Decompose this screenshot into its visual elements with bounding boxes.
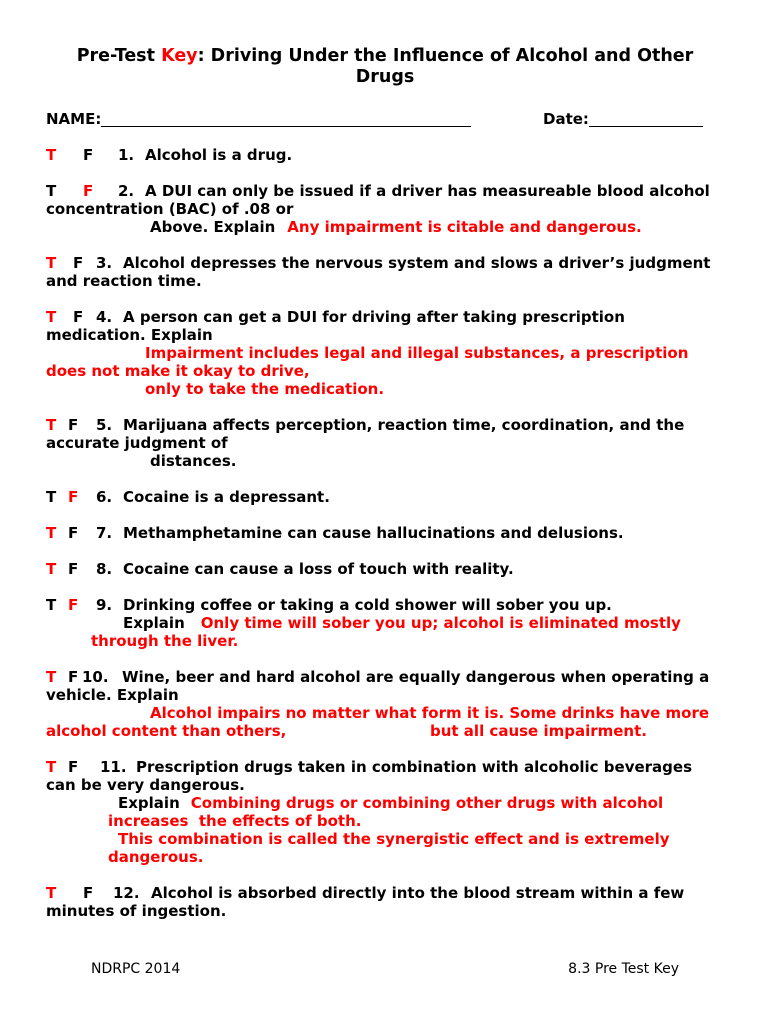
- question-text: distances.: [150, 452, 237, 470]
- question-line: [46, 308, 746, 326]
- explain-line: [46, 794, 746, 812]
- title-key-word: Key: [161, 46, 198, 66]
- answer-explanation: This combination is called the synergistic effect and is extremely: [118, 830, 670, 848]
- question-3: [46, 254, 746, 290]
- question-number: 10.: [82, 668, 109, 686]
- question-number: 11.: [100, 758, 127, 776]
- true-choice: T: [46, 596, 57, 614]
- true-choice: T: [46, 416, 57, 434]
- explain-line: [46, 344, 746, 362]
- true-choice: T: [46, 182, 57, 200]
- true-choice: T: [46, 560, 57, 578]
- question-5: [46, 416, 746, 470]
- question-10: [46, 668, 746, 740]
- question-number: 5.: [96, 416, 113, 434]
- explain-line: [46, 218, 746, 236]
- question-number: 6.: [96, 488, 113, 506]
- question-4: [46, 308, 746, 398]
- date-blank-line: [589, 110, 703, 127]
- false-choice: F: [68, 596, 79, 614]
- false-choice: F: [68, 488, 79, 506]
- answer-explanation: does not make it okay to drive,: [46, 362, 310, 380]
- question-6: [46, 488, 746, 506]
- question-line: [46, 524, 746, 542]
- title-subject: : Driving Under the Influence of Alcohol and Other Drugs: [197, 46, 694, 87]
- question-line: [46, 686, 746, 704]
- false-choice: F: [83, 884, 94, 902]
- question-text: can be very dangerous.: [46, 776, 245, 794]
- footer-organization: NDRPC 2014: [91, 961, 181, 977]
- false-choice: F: [73, 308, 84, 326]
- question-text: medication. Explain: [46, 326, 213, 344]
- explain-line: [46, 812, 746, 830]
- question-line: [46, 884, 746, 902]
- answer-explanation: only to take the medication.: [145, 380, 385, 398]
- title-prefix: Pre-Test: [76, 46, 162, 66]
- question-text: accurate judgment of: [46, 434, 228, 452]
- question-text: Methamphetamine can cause hallucinations and delusions.: [123, 524, 624, 542]
- question-text: vehicle. Explain: [46, 686, 179, 704]
- question-number: 8.: [96, 560, 113, 578]
- question-line: [46, 596, 746, 614]
- false-choice: F: [68, 758, 79, 776]
- false-choice: F: [68, 560, 79, 578]
- question-12: [46, 884, 746, 920]
- question-line: [46, 254, 746, 272]
- question-number: 7.: [96, 524, 113, 542]
- question-text: A person can get a DUI for driving after taking prescription: [123, 308, 625, 326]
- explain-line: [46, 722, 746, 740]
- question-1: [46, 146, 746, 164]
- explain-line: [46, 614, 746, 632]
- answer-explanation: through the liver.: [91, 632, 239, 650]
- question-text: Cocaine is a depressant.: [123, 488, 330, 506]
- question-text: Marijuana affects perception, reaction time, coordination, and the: [123, 416, 685, 434]
- explain-prompt: Explain: [118, 794, 180, 812]
- answer-explanation: increases the effects of both.: [108, 812, 362, 830]
- explain-line: [46, 830, 746, 848]
- name-date-row: [46, 110, 746, 128]
- explain-prompt: Above. Explain: [150, 218, 276, 236]
- question-9: [46, 596, 746, 650]
- explain-line: [46, 380, 746, 398]
- false-choice: F: [68, 416, 79, 434]
- explain-line: [46, 632, 746, 650]
- question-line: [46, 272, 746, 290]
- false-choice: F: [83, 182, 94, 200]
- question-line: [46, 668, 746, 686]
- name-blank-line: [101, 110, 471, 127]
- false-choice: F: [68, 668, 79, 686]
- explain-prompt: Explain: [123, 614, 185, 632]
- answer-explanation-continued: but all cause impairment.: [430, 722, 647, 740]
- question-line: [46, 200, 746, 218]
- question-line: [46, 452, 746, 470]
- question-line: [46, 560, 746, 578]
- footer-page-label: 8.3 Pre Test Key: [568, 961, 679, 977]
- worksheet-body: [46, 110, 746, 938]
- question-number: 3.: [96, 254, 113, 272]
- name-label: NAME:: [46, 110, 102, 128]
- explain-line: [46, 362, 746, 380]
- false-choice: F: [68, 524, 79, 542]
- true-choice: T: [46, 758, 57, 776]
- question-line: [46, 182, 746, 200]
- question-text: concentration (BAC) of .08 or: [46, 200, 294, 218]
- question-text: Alcohol depresses the nervous system and slows a driver’s judgment: [123, 254, 711, 272]
- question-7: [46, 524, 746, 542]
- question-text: Drinking coffee or taking a cold shower will sober you up.: [123, 596, 612, 614]
- question-number: 1.: [118, 146, 135, 164]
- true-choice: T: [46, 146, 57, 164]
- answer-explanation: alcohol content than others,: [46, 722, 287, 740]
- question-line: [46, 146, 746, 164]
- answer-explanation: dangerous.: [108, 848, 204, 866]
- question-line: [46, 434, 746, 452]
- page-footer: [91, 960, 679, 978]
- question-line: [46, 776, 746, 794]
- answer-explanation: Impairment includes legal and illegal substances, a prescription: [145, 344, 689, 362]
- question-text: Prescription drugs taken in combination with alcoholic beverages: [136, 758, 693, 776]
- question-line: [46, 326, 746, 344]
- document-title: [55, 46, 715, 88]
- question-text: Wine, beer and hard alcohol are equally dangerous when operating a: [122, 668, 710, 686]
- question-line: [46, 758, 746, 776]
- question-line: [46, 488, 746, 506]
- question-text: Alcohol is a drug.: [145, 146, 293, 164]
- true-choice: T: [46, 308, 57, 326]
- question-line: [46, 416, 746, 434]
- false-choice: F: [83, 146, 94, 164]
- question-line: [46, 902, 746, 920]
- question-2: [46, 182, 746, 236]
- question-text: Alcohol is absorbed directly into the blood stream within a few: [151, 884, 685, 902]
- question-11: [46, 758, 746, 866]
- question-number: 9.: [96, 596, 113, 614]
- question-text: A DUI can only be issued if a driver has measureable blood alcohol: [145, 182, 710, 200]
- question-number: 2.: [118, 182, 135, 200]
- answer-explanation: Any impairment is citable and dangerous.: [287, 218, 642, 236]
- answer-explanation: Alcohol impairs no matter what form it is. Some drinks have more: [150, 704, 710, 722]
- question-text: minutes of ingestion.: [46, 902, 227, 920]
- true-choice: T: [46, 524, 57, 542]
- question-8: [46, 560, 746, 578]
- true-choice: T: [46, 488, 57, 506]
- answer-explanation: Combining drugs or combining other drugs with alcohol: [190, 794, 664, 812]
- date-label: Date:: [543, 110, 589, 128]
- question-number: 4.: [96, 308, 113, 326]
- true-choice: T: [46, 254, 57, 272]
- true-choice: T: [46, 668, 57, 686]
- question-text: and reaction time.: [46, 272, 202, 290]
- answer-explanation: Only time will sober you up; alcohol is eliminated mostly: [200, 614, 681, 632]
- explain-line: [46, 704, 746, 722]
- question-number: 12.: [113, 884, 140, 902]
- true-choice: T: [46, 884, 57, 902]
- question-text: Cocaine can cause a loss of touch with reality.: [123, 560, 514, 578]
- explain-line: [46, 848, 746, 866]
- false-choice: F: [73, 254, 84, 272]
